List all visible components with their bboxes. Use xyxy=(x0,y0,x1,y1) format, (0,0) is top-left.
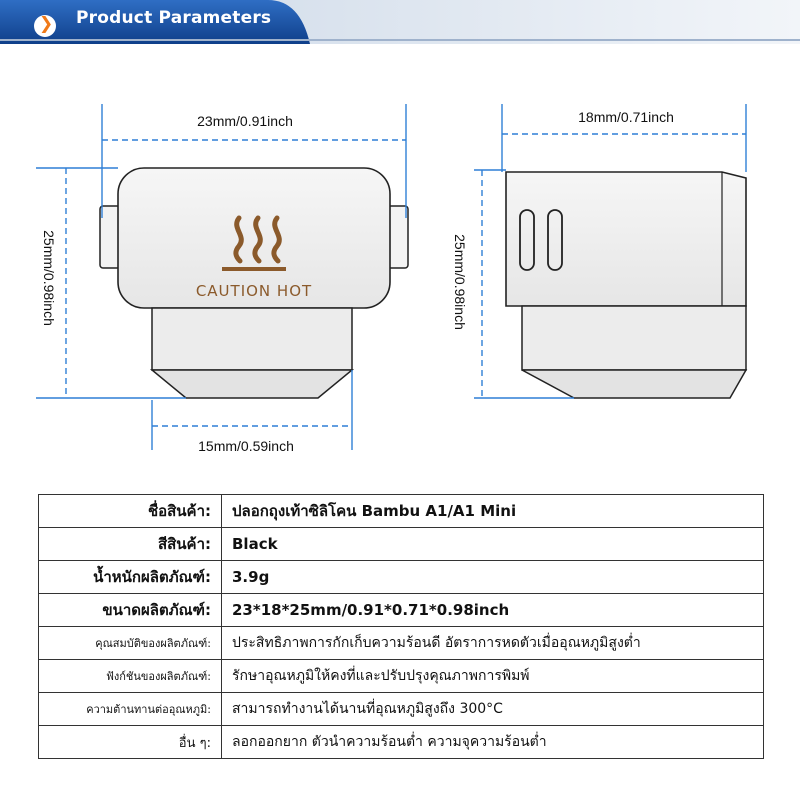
spec-key: อื่น ๆ: xyxy=(39,726,222,759)
spec-value: ประสิทธิภาพการกักเก็บความร้อนดี อัตราการหดตัวเมื่ออุณหภูมิสูงต่ำ xyxy=(222,627,764,660)
heat-base-line xyxy=(222,267,286,271)
table-row xyxy=(39,726,764,759)
header-title: Product Parameters xyxy=(76,8,272,28)
front-right-tab xyxy=(388,206,408,268)
spec-value: ปลอกถุงเท้าซิลิโคน Bambu A1/A1 Mini xyxy=(222,495,764,528)
side-tip xyxy=(522,370,746,398)
spec-value: รักษาอุณหภูมิให้คงที่และปรับปรุงคุณภาพการพิมพ์ xyxy=(222,660,764,693)
table-row xyxy=(39,594,764,627)
spec-value: ลอกออกยาก ตัวนำความร้อนต่ำ ความจุความร้อนต่ำ xyxy=(222,726,764,759)
table-row xyxy=(39,660,764,693)
table-row xyxy=(39,561,764,594)
front-left-tab xyxy=(100,206,120,268)
table-row xyxy=(39,627,764,660)
front-neck xyxy=(152,308,352,370)
table-row xyxy=(39,693,764,726)
side-neck xyxy=(522,306,746,370)
table-row xyxy=(39,495,764,528)
spec-key: ชื่อสินค้า: xyxy=(39,495,222,528)
caution-label: CAUTION HOT xyxy=(195,282,313,300)
spec-key: สีสินค้า: xyxy=(39,528,222,561)
spec-key: ขนาดผลิตภัณฑ์: xyxy=(39,594,222,627)
spec-value: สามารถทำงานได้นานที่อุณหภูมิสูงถึง 300°C xyxy=(222,693,764,726)
side-body xyxy=(506,172,746,306)
front-view xyxy=(100,168,408,398)
spec-value: 3.9g xyxy=(222,561,764,594)
front-bottom-width-label: 15mm/0.59inch xyxy=(198,438,294,454)
spec-table xyxy=(38,494,764,759)
side-height-label: 25mm/0.98inch xyxy=(452,234,468,330)
spec-key: น้ำหนักผลิตภัณฑ์: xyxy=(39,561,222,594)
table-row xyxy=(39,528,764,561)
side-view xyxy=(506,172,746,398)
spec-key: คุณสมบัติของผลิตภัณฑ์: xyxy=(39,627,222,660)
front-height-label: 25mm/0.98inch xyxy=(41,230,57,326)
side-width-label: 18mm/0.71inch xyxy=(578,109,674,125)
spec-key: ความต้านทานต่ออุณหภูมิ: xyxy=(39,693,222,726)
spec-key: ฟังก์ชันของผลิตภัณฑ์: xyxy=(39,660,222,693)
spec-value: Black xyxy=(222,528,764,561)
front-width-label: 23mm/0.91inch xyxy=(197,113,293,129)
front-tip xyxy=(152,370,352,398)
chevron-right-icon: ❯ xyxy=(39,14,54,34)
spec-value: 23*18*25mm/0.91*0.71*0.98inch xyxy=(222,594,764,627)
